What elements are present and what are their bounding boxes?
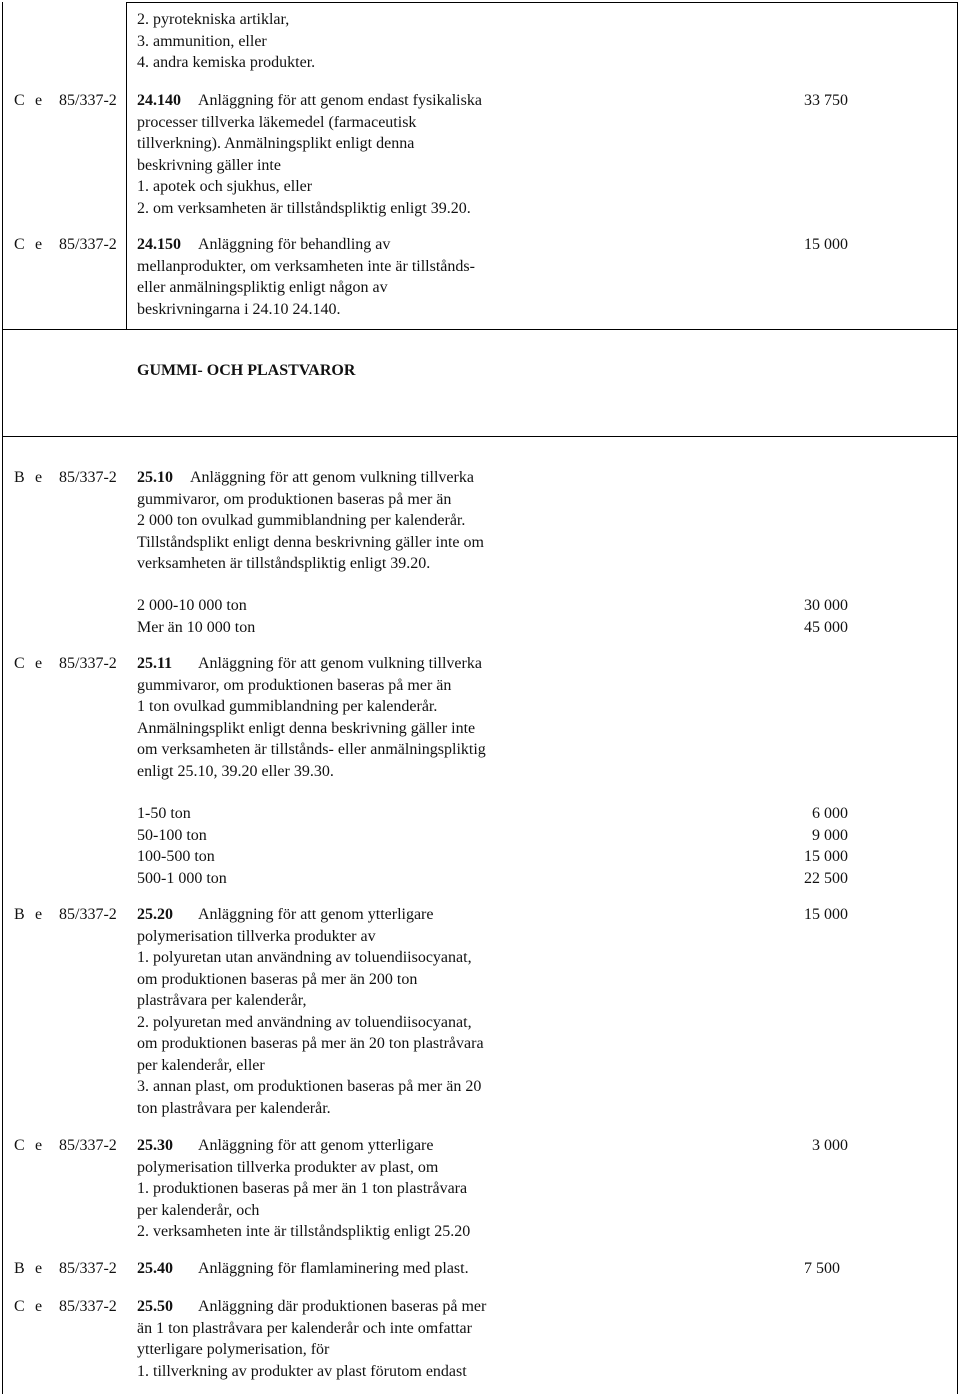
entry-text: än 1 ton plastråvara per kalenderår och inte omfattar [137,1319,472,1337]
entry-ref: 85/337-2 [59,655,117,672]
row-divider [2,436,958,437]
entry-class: C [14,1137,25,1154]
tier-fee: 30 000 [804,597,848,614]
entry-fee: 15 000 [804,236,848,253]
entry-text: om verksamheten är tillstånds- eller anmälningspliktig [137,741,486,758]
entry-text: ton plastråvara per kalenderår. [137,1099,331,1117]
entry-text: 1. tillverkning av produkter av plast förutom endast [137,1362,467,1380]
tier-fee: 22 500 [804,869,848,887]
entry-text: 1. produktionen baseras på mer än 1 ton plastråvara [137,1180,468,1197]
entry-text: per kalenderår, och [137,1201,260,1219]
entry-class: C [14,655,25,672]
entry-text: 2. polyuretan med användning av toluendiisocyanat, [137,1013,472,1031]
table-border-right [957,2,958,1394]
entry-ref: 85/337-2 [59,236,117,253]
entry-number: 25.10 [137,469,173,486]
entry-text: 2. om verksamheten är tillståndspliktig enligt 39.20. [137,199,471,217]
top-list [137,9,315,74]
entry-text-block [137,675,486,783]
entry-ref: 85/337-2 [59,92,117,109]
entry-text: om produktionen baseras på mer än 20 ton plastråvara [137,1035,484,1052]
entry-text: 1. apotek och sjukhus, eller [137,178,313,195]
entry-e-flag: e [35,906,43,923]
entry-fee: 33 750 [804,92,848,109]
tier-label: 100-500 ton [137,848,215,865]
table-border-top [126,2,958,3]
row-divider [2,329,958,330]
list-item: 4. andra kemiska produkter. [137,54,316,71]
entry-text: tillverkning). Anmälningsplikt enligt denna [137,135,415,152]
entry-text: per kalenderår, eller [137,1056,265,1074]
entry-fee: 15 000 [804,906,848,923]
tier-label: 2 000-10 000 ton [137,597,247,614]
entry-text: Anläggning där produktionen baseras på mer [198,1298,487,1315]
entry-number: 25.11 [137,655,173,672]
entry-text: enligt 25.10, 39.20 eller 39.30. [137,762,334,780]
tier-fee: 9 000 [812,826,848,844]
tier-label: 500-1 000 ton [137,869,227,887]
entry-e-flag: e [35,1260,43,1277]
entry-e-flag: e [35,236,43,253]
entry-text-block [137,256,475,321]
entry-text: polymerisation tillverka produkter av plast, om [137,1158,439,1176]
entry-text: beskrivning gäller inte [137,156,281,174]
entry-text: verksamheten är tillståndspliktig enligt 39.20. [137,555,431,572]
entry-text: polymerisation tillverka produkter av [137,927,376,945]
entry-text: Anläggning för flamlaminering med plast. [198,1260,469,1277]
entry-e-flag: e [35,1137,43,1154]
tier-label: 50-100 ton [137,826,207,844]
entry-text: 2 000 ton ovulkad gummiblandning per kalenderår. [137,512,466,529]
entry-ref: 85/337-2 [59,906,117,923]
entry-text: om produktionen baseras på mer än 200 ton [137,970,418,988]
list-item: 3. ammunition, eller [137,32,267,50]
entry-text-block [137,112,471,220]
entry-text: 2. verksamheten inte är tillståndspliktig enligt 25.20 [137,1223,471,1240]
section-heading: GUMMI- OCH PLASTVAROR [137,362,356,379]
entry-text-block [137,926,484,1120]
entry-class: B [14,1260,25,1277]
entry-ref: 85/337-2 [59,1260,117,1277]
entry-text: plastråvara per kalenderår, [137,992,307,1009]
entry-text: mellanprodukter, om verksamheten inte är tillstånds- [137,257,475,275]
entry-text: 1 ton ovulkad gummiblandning per kalenderår. [137,698,438,715]
entry-ref: 85/337-2 [59,469,117,486]
entry-text: 1. polyuretan utan användning av toluendiisocyanat, [137,949,472,966]
entry-number: 25.20 [137,906,173,923]
entry-e-flag: e [35,469,43,486]
entry-e-flag: e [35,92,43,109]
tier-fee: 45 000 [804,618,848,636]
entry-e-flag: e [35,1298,43,1315]
list-item: 2. pyrotekniska artiklar, [137,11,290,28]
entry-number: 24.140 [137,92,181,109]
entry-text: Anläggning för att genom endast fysikaliska [198,92,482,109]
entry-text: gummivaror, om produktionen baseras på mer än [137,676,452,694]
entry-text: Anläggning för att genom ytterligare [198,1137,434,1154]
entry-number: 25.40 [137,1260,173,1277]
tier-fee: 15 000 [804,848,848,865]
entry-text: gummivaror, om produktionen baseras på mer än [137,490,452,508]
entry-number: 25.30 [137,1137,173,1154]
entry-text: Anläggning för att genom vulkning tillverka [198,655,482,672]
tier-label: Mer än 10 000 ton [137,618,256,636]
entry-text: Tillståndsplikt enligt denna beskrivning gäller inte om [137,533,484,551]
entry-e-flag: e [35,655,43,672]
entry-fee: 3 000 [812,1137,848,1154]
entry-text: 3. annan plast, om produktionen baseras på mer än 20 [137,1078,482,1095]
entry-text: Anläggning för behandling av [198,236,391,253]
entry-text: Anläggning för att genom vulkning tillverka [190,469,474,486]
entry-class: B [14,469,25,486]
table-border-left [2,2,3,1394]
entry-number: 25.50 [137,1298,173,1315]
entry-fee: 7 500 [804,1260,840,1277]
entry-text-block [137,1157,470,1243]
entry-class: C [14,1298,25,1315]
column-divider [126,2,127,329]
entry-text-block [137,489,484,575]
entry-class: C [14,236,25,253]
entry-number: 24.150 [137,236,181,253]
entry-text: ytterligare polymerisation, för [137,1341,330,1358]
entry-text: processer tillverka läkemedel (farmaceutisk [137,113,417,131]
entry-ref: 85/337-2 [59,1137,117,1154]
entry-ref: 85/337-2 [59,1298,117,1315]
entry-text: beskrivningarna i 24.10 24.140. [137,300,341,318]
entry-class: C [14,92,25,109]
entry-text: eller anmälningspliktig enligt någon av [137,279,388,296]
entry-text-block [137,1318,472,1383]
tier-label: 1-50 ton [137,805,191,822]
entry-text: Anläggning för att genom ytterligare [198,906,434,923]
tier-fee: 6 000 [812,805,848,822]
entry-text: Anmälningsplikt enligt denna beskrivning gäller inte [137,719,476,737]
entry-class: B [14,906,25,923]
